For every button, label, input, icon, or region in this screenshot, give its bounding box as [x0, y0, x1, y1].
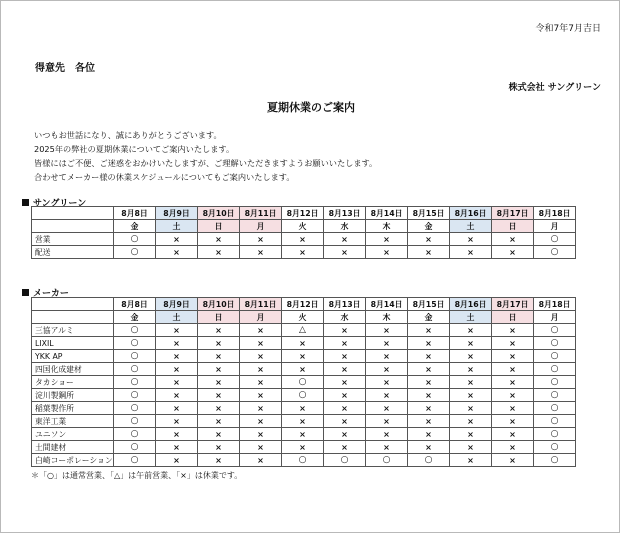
status-cell: ×	[450, 441, 492, 454]
status-cell: ○	[534, 324, 576, 337]
table-row	[32, 337, 576, 350]
status-cell: ×	[198, 389, 240, 402]
status-cell: ×	[198, 363, 240, 376]
status-cell: ×	[366, 402, 408, 415]
row-label: 配送	[32, 246, 114, 259]
status-cell: ×	[324, 324, 366, 337]
weekday-header: 火	[282, 311, 324, 324]
status-cell: ×	[408, 324, 450, 337]
status-cell: ×	[240, 415, 282, 428]
status-cell: ×	[240, 389, 282, 402]
row-label: 土間建材	[32, 441, 114, 454]
status-cell: ×	[450, 402, 492, 415]
status-cell: ×	[282, 441, 324, 454]
status-cell: ×	[324, 363, 366, 376]
status-cell: ×	[240, 363, 282, 376]
status-cell: ×	[450, 324, 492, 337]
date-header: 8月18日	[534, 298, 576, 311]
status-cell: ○	[366, 454, 408, 467]
status-cell: ×	[198, 376, 240, 389]
status-cell: ×	[492, 337, 534, 350]
status-cell: ○	[114, 363, 156, 376]
row-label: YKK AP	[32, 350, 114, 363]
status-cell: ×	[408, 389, 450, 402]
status-cell: ○	[114, 415, 156, 428]
bullet-square-icon	[22, 289, 29, 296]
date-header: 8月13日	[324, 207, 366, 220]
date-header: 8月18日	[534, 207, 576, 220]
date-header: 8月10日	[198, 207, 240, 220]
status-cell: ×	[408, 428, 450, 441]
date-header: 8月13日	[324, 298, 366, 311]
weekday-header: 日	[198, 311, 240, 324]
status-cell: ×	[282, 428, 324, 441]
status-cell: ×	[450, 246, 492, 259]
table-row	[32, 246, 576, 259]
status-cell: ○	[114, 428, 156, 441]
status-cell: ×	[408, 233, 450, 246]
status-cell: ×	[408, 441, 450, 454]
status-cell: ×	[450, 376, 492, 389]
row-label: 三協アルミ	[32, 324, 114, 337]
letter-line: 2025年の弊社の夏期休業についてご案内いたします。	[34, 144, 235, 154]
letter-line: 皆様にはご不便、ご迷惑をおかけいたしますが、ご理解いただきますようお願いいたします。	[34, 158, 378, 168]
status-cell: ×	[492, 246, 534, 259]
header-row-weekdays	[32, 220, 576, 233]
status-cell: ×	[156, 337, 198, 350]
status-cell: ×	[156, 350, 198, 363]
date-header: 8月14日	[366, 298, 408, 311]
status-cell: ×	[492, 428, 534, 441]
status-cell: ○	[534, 441, 576, 454]
status-cell: ○	[534, 454, 576, 467]
status-cell: ×	[366, 233, 408, 246]
status-cell: ×	[324, 389, 366, 402]
weekday-header: 土	[156, 220, 198, 233]
date-header: 8月9日	[156, 207, 198, 220]
status-cell: ×	[450, 350, 492, 363]
status-cell: ×	[198, 441, 240, 454]
status-cell: ×	[408, 337, 450, 350]
status-cell: ○	[534, 389, 576, 402]
row-label: LIXIL	[32, 337, 114, 350]
weekday-header: 日	[198, 220, 240, 233]
status-cell: ×	[408, 246, 450, 259]
weekday-header: 日	[492, 311, 534, 324]
date-header: 8月15日	[408, 298, 450, 311]
date-header: 8月11日	[240, 207, 282, 220]
header-row-dates	[32, 298, 576, 311]
status-cell: ×	[366, 376, 408, 389]
weekday-header: 金	[408, 311, 450, 324]
status-cell: ×	[492, 363, 534, 376]
status-cell: ○	[114, 324, 156, 337]
status-cell: ×	[324, 233, 366, 246]
status-cell: ×	[240, 441, 282, 454]
section-heading-label: サングリーン	[33, 199, 87, 209]
status-cell: ×	[366, 350, 408, 363]
status-cell: ×	[366, 389, 408, 402]
status-cell: ×	[366, 324, 408, 337]
status-cell: ○	[534, 233, 576, 246]
corner-cell	[32, 220, 114, 233]
table-row	[32, 402, 576, 415]
status-cell: ×	[450, 428, 492, 441]
weekday-header: 金	[114, 220, 156, 233]
status-cell: ×	[282, 402, 324, 415]
status-cell: ×	[198, 402, 240, 415]
status-cell: ○	[534, 350, 576, 363]
table-row	[32, 428, 576, 441]
row-label: 淀川製鋼所	[32, 389, 114, 402]
header-row-weekdays	[32, 311, 576, 324]
status-cell: ×	[156, 324, 198, 337]
status-cell: ○	[114, 337, 156, 350]
weekday-header: 木	[366, 220, 408, 233]
date-header: 8月9日	[156, 298, 198, 311]
status-cell: ×	[450, 233, 492, 246]
table-row	[32, 415, 576, 428]
status-cell: ○	[534, 246, 576, 259]
status-cell: ×	[450, 337, 492, 350]
schedule-table-makers	[31, 297, 576, 467]
letter-line: いつもお世話になり、誠にありがとうございます。	[34, 130, 222, 140]
status-cell: ×	[198, 324, 240, 337]
row-label: 稲葉製作所	[32, 402, 114, 415]
date-header: 8月12日	[282, 207, 324, 220]
status-cell: ×	[324, 350, 366, 363]
status-cell: ×	[282, 246, 324, 259]
weekday-header: 水	[324, 311, 366, 324]
weekday-header: 水	[324, 220, 366, 233]
status-cell: ×	[198, 337, 240, 350]
status-cell: ×	[492, 402, 534, 415]
status-cell: ×	[156, 376, 198, 389]
status-cell: ○	[114, 350, 156, 363]
corner-cell	[32, 311, 114, 324]
row-label: 東洋工業	[32, 415, 114, 428]
table-row	[32, 389, 576, 402]
status-cell: ×	[240, 337, 282, 350]
weekday-header: 土	[450, 311, 492, 324]
status-cell: ×	[324, 337, 366, 350]
status-cell: ○	[282, 376, 324, 389]
status-cell: ×	[492, 376, 534, 389]
status-cell: ○	[114, 376, 156, 389]
status-cell: ×	[282, 337, 324, 350]
corner-cell	[32, 207, 114, 220]
issue-date: 令和7年7月吉日	[535, 24, 601, 34]
status-cell: ○	[282, 389, 324, 402]
status-cell: ×	[450, 415, 492, 428]
table-row	[32, 350, 576, 363]
row-label: 白崎コーポレーション	[32, 454, 114, 467]
status-cell: ×	[492, 441, 534, 454]
status-cell: ×	[240, 246, 282, 259]
schedule-table-sungreen	[31, 206, 576, 259]
status-cell: ×	[156, 389, 198, 402]
row-label: タカショー	[32, 376, 114, 389]
status-cell: ○	[534, 363, 576, 376]
status-cell: ×	[324, 441, 366, 454]
status-cell: ○	[114, 233, 156, 246]
status-cell: ×	[282, 415, 324, 428]
status-cell: ×	[408, 363, 450, 376]
status-cell: ×	[156, 415, 198, 428]
status-cell: ×	[282, 350, 324, 363]
status-cell: ○	[282, 454, 324, 467]
status-cell: ×	[198, 428, 240, 441]
weekday-header: 日	[492, 220, 534, 233]
status-cell: ○	[114, 246, 156, 259]
status-cell: ○	[534, 376, 576, 389]
status-cell: ×	[282, 233, 324, 246]
section-heading-label: メーカー	[33, 289, 69, 299]
status-cell: ×	[240, 324, 282, 337]
letter-body	[34, 128, 377, 184]
status-cell: ×	[156, 402, 198, 415]
status-cell: ×	[450, 454, 492, 467]
status-cell: ○	[324, 454, 366, 467]
document-title: 夏期休業のご案内	[267, 101, 355, 114]
status-cell: ×	[408, 402, 450, 415]
status-cell: ○	[408, 454, 450, 467]
header-row-dates	[32, 207, 576, 220]
status-cell: ×	[366, 363, 408, 376]
status-cell: ×	[156, 454, 198, 467]
date-header: 8月8日	[114, 207, 156, 220]
weekday-header: 月	[534, 311, 576, 324]
corner-cell	[32, 298, 114, 311]
letter-line: 合わせてメーカー様の休業スケジュールについてもご案内いたします。	[34, 172, 295, 182]
status-cell: ×	[282, 363, 324, 376]
status-cell: ×	[198, 350, 240, 363]
bullet-square-icon	[22, 199, 29, 206]
status-cell: ○	[534, 415, 576, 428]
table-row	[32, 376, 576, 389]
status-cell: ×	[492, 415, 534, 428]
status-cell: ×	[156, 441, 198, 454]
date-header: 8月15日	[408, 207, 450, 220]
table-row	[32, 363, 576, 376]
status-cell: ×	[450, 363, 492, 376]
status-cell: ×	[324, 376, 366, 389]
status-cell: ×	[366, 246, 408, 259]
status-cell: ×	[324, 415, 366, 428]
status-cell: ×	[198, 415, 240, 428]
status-cell: ×	[240, 454, 282, 467]
weekday-header: 土	[156, 311, 198, 324]
status-cell: ×	[198, 454, 240, 467]
status-cell: ×	[366, 415, 408, 428]
status-cell: ×	[156, 428, 198, 441]
status-cell: ○	[114, 402, 156, 415]
status-cell: ×	[408, 415, 450, 428]
status-cell: ○	[114, 441, 156, 454]
status-cell: ×	[156, 233, 198, 246]
row-label: ユニソン	[32, 428, 114, 441]
date-header: 8月11日	[240, 298, 282, 311]
recipient: 得意先 各位	[35, 63, 95, 74]
date-header: 8月12日	[282, 298, 324, 311]
status-cell: ×	[366, 441, 408, 454]
weekday-header: 月	[240, 311, 282, 324]
status-cell: ×	[198, 246, 240, 259]
status-cell: ×	[240, 376, 282, 389]
status-cell: ×	[156, 246, 198, 259]
status-cell: ○	[534, 402, 576, 415]
status-cell: ×	[492, 350, 534, 363]
weekday-header: 木	[366, 311, 408, 324]
legend-note: ＊「○」は通常営業、「△」は午前営業、「×」は休業です。	[31, 471, 243, 480]
status-cell: ×	[324, 402, 366, 415]
status-cell: ○	[534, 428, 576, 441]
status-cell: ×	[366, 428, 408, 441]
weekday-header: 火	[282, 220, 324, 233]
status-cell: ×	[492, 233, 534, 246]
status-cell: ×	[240, 428, 282, 441]
status-cell: ○	[534, 337, 576, 350]
table-row	[32, 233, 576, 246]
status-cell: ×	[240, 350, 282, 363]
date-header: 8月16日	[450, 207, 492, 220]
weekday-header: 金	[114, 311, 156, 324]
status-cell: ×	[492, 324, 534, 337]
date-header: 8月14日	[366, 207, 408, 220]
status-cell: ×	[492, 454, 534, 467]
date-header: 8月17日	[492, 207, 534, 220]
weekday-header: 金	[408, 220, 450, 233]
date-header: 8月16日	[450, 298, 492, 311]
status-cell: ×	[408, 376, 450, 389]
status-cell: ×	[240, 402, 282, 415]
table-row	[32, 324, 576, 337]
table-row	[32, 454, 576, 467]
status-cell: ×	[156, 363, 198, 376]
row-label: 四国化成建材	[32, 363, 114, 376]
status-cell: ×	[198, 233, 240, 246]
status-cell: △	[282, 324, 324, 337]
status-cell: ×	[324, 428, 366, 441]
row-label: 営業	[32, 233, 114, 246]
status-cell: ×	[366, 337, 408, 350]
date-header: 8月17日	[492, 298, 534, 311]
table-row	[32, 441, 576, 454]
weekday-header: 土	[450, 220, 492, 233]
status-cell: ×	[324, 246, 366, 259]
weekday-header: 月	[240, 220, 282, 233]
company-name: 株式会社 サングリーン	[508, 83, 601, 93]
status-cell: ×	[492, 389, 534, 402]
status-cell: ×	[240, 233, 282, 246]
status-cell: ×	[408, 350, 450, 363]
weekday-header: 月	[534, 220, 576, 233]
date-header: 8月8日	[114, 298, 156, 311]
date-header: 8月10日	[198, 298, 240, 311]
status-cell: ○	[114, 389, 156, 402]
status-cell: ×	[450, 389, 492, 402]
status-cell: ○	[114, 454, 156, 467]
